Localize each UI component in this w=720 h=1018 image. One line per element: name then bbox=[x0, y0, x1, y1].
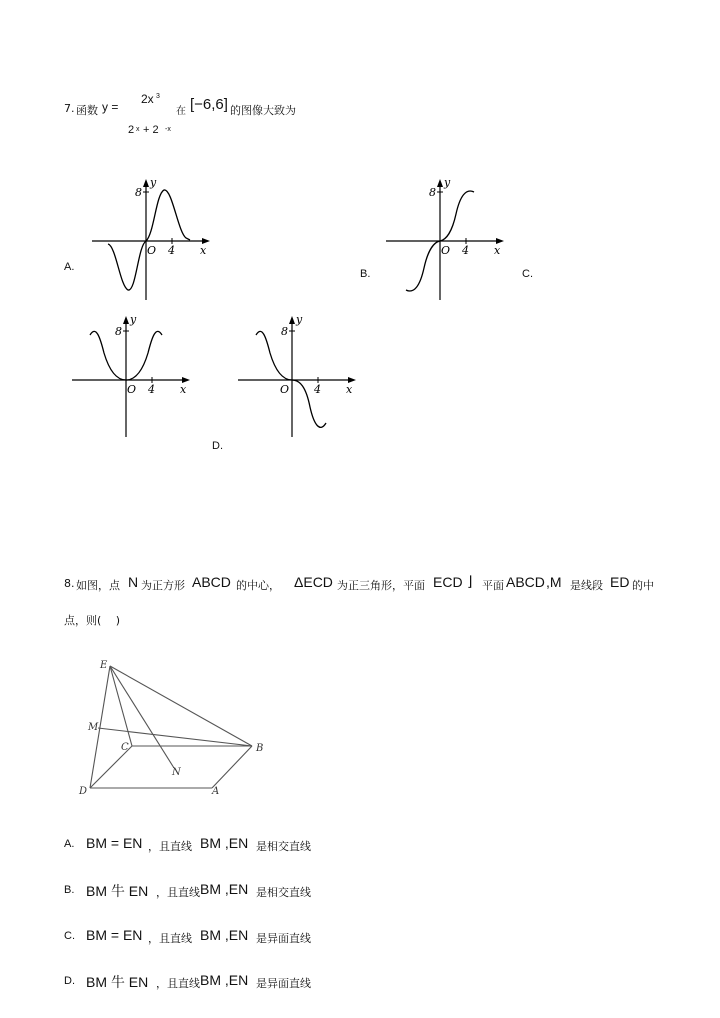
y-label: y bbox=[296, 313, 303, 326]
label-4: 4 bbox=[314, 383, 321, 396]
q8-option-c-label: C. bbox=[64, 930, 75, 942]
q8-figure bbox=[76, 658, 276, 798]
origin-label: O bbox=[147, 244, 157, 257]
q7-in-word: 在 bbox=[176, 106, 186, 117]
q8-m: ,M bbox=[546, 574, 562, 590]
label-8: 8 bbox=[115, 325, 122, 338]
label-e: E bbox=[100, 660, 108, 671]
x-label: x bbox=[346, 383, 353, 396]
q8-text-b: 为正方形 bbox=[141, 579, 185, 592]
q8-perp: ⌋ bbox=[467, 573, 473, 589]
q8-option-a-lines: BM ,EN bbox=[200, 835, 249, 851]
option-a-label: A. bbox=[64, 261, 75, 273]
label-c: C bbox=[121, 742, 129, 753]
q8-option-b-label: B. bbox=[64, 884, 75, 896]
q8-option-b-lines: BM ,EN bbox=[200, 881, 249, 897]
x-label: x bbox=[180, 383, 187, 396]
option-c-label: C. bbox=[522, 268, 533, 280]
y-arrow-icon bbox=[123, 316, 129, 324]
q7-number: 7. bbox=[64, 102, 75, 115]
x-label: x bbox=[494, 244, 501, 257]
q7-denom-a: 2 bbox=[128, 124, 135, 136]
q8-option-d-comma: ，且直线 bbox=[156, 977, 200, 990]
curve-a bbox=[108, 190, 190, 290]
edge-eb bbox=[110, 666, 252, 746]
q8-text-d: 为正三角形，平面 bbox=[337, 579, 425, 592]
q7-denom-a-exp: x bbox=[136, 126, 140, 133]
q8-text-h: 的中 bbox=[632, 579, 654, 592]
q8-point-n: N bbox=[128, 574, 139, 590]
q7-y-eq: y = bbox=[102, 100, 119, 114]
q8-text-g: 是线段 bbox=[570, 579, 603, 592]
y-label: y bbox=[130, 313, 137, 326]
x-label: x bbox=[200, 244, 207, 257]
origin-label: O bbox=[441, 244, 451, 257]
q8-option-d-lines: BM ,EN bbox=[200, 972, 249, 988]
q8-option-b-expr: BM 牛 EN bbox=[86, 883, 149, 899]
option-b-label: B. bbox=[360, 268, 371, 280]
label-b: B bbox=[256, 743, 264, 754]
graph-a bbox=[90, 176, 220, 302]
graph-b bbox=[384, 176, 514, 302]
y-label: y bbox=[150, 176, 157, 189]
q7-denom-plus: + 2 bbox=[143, 124, 159, 136]
label-d: D bbox=[79, 786, 88, 797]
label-m: M bbox=[88, 722, 99, 733]
edge-ec bbox=[110, 666, 132, 746]
origin-label: O bbox=[280, 383, 290, 396]
label-n: N bbox=[172, 767, 181, 778]
q8-abcd-2: ABCD bbox=[506, 574, 545, 590]
curve-d bbox=[256, 331, 326, 427]
q8-option-c-tail: 是异面直线 bbox=[256, 932, 311, 945]
q8-option-c-expr: BM = EN bbox=[86, 927, 143, 943]
q8-option-a-label: A. bbox=[64, 838, 75, 850]
label-8: 8 bbox=[281, 325, 288, 338]
q8-text-a: 如图，点 bbox=[76, 579, 120, 592]
q7-numerator-exp: 3 bbox=[156, 93, 160, 100]
segment-en bbox=[110, 666, 174, 768]
label-4: 4 bbox=[462, 244, 469, 257]
q8-option-b-comma: ，且直线 bbox=[156, 886, 200, 899]
edge-ab bbox=[212, 746, 252, 788]
q8-option-a-comma: ，且直线 bbox=[148, 840, 192, 853]
q8-abcd: ABCD bbox=[192, 574, 231, 590]
q8-option-b-tail: 是相交直线 bbox=[256, 886, 311, 899]
graph-d bbox=[236, 313, 366, 439]
q7-numerator: 2x bbox=[141, 92, 154, 106]
q7-prefix: 函数 bbox=[76, 104, 98, 117]
graph-c bbox=[70, 313, 200, 439]
label-4: 4 bbox=[148, 383, 155, 396]
q7-interval: [−6,6] bbox=[190, 96, 228, 113]
q8-ecd: ECD bbox=[433, 574, 463, 590]
q8-option-d-expr: BM 牛 EN bbox=[86, 974, 149, 990]
q8-text-c: 的中心， bbox=[236, 579, 280, 592]
label-a: A bbox=[212, 786, 220, 797]
y-arrow-icon bbox=[289, 316, 295, 324]
y-label: y bbox=[444, 176, 451, 189]
label-4: 4 bbox=[168, 244, 175, 257]
q8-option-c-lines: BM ,EN bbox=[200, 927, 249, 943]
label-8: 8 bbox=[429, 186, 436, 199]
q8-option-d-label: D. bbox=[64, 975, 75, 987]
label-8: 8 bbox=[135, 186, 142, 199]
option-d-label: D. bbox=[212, 440, 223, 452]
y-arrow-icon bbox=[437, 179, 443, 187]
q8-option-c-comma: ，且直线 bbox=[148, 932, 192, 945]
q8-ed: ED bbox=[610, 574, 630, 590]
q8-option-a-expr: BM = EN bbox=[86, 835, 143, 851]
q8-option-a-tail: 是相交直线 bbox=[256, 840, 311, 853]
q7-suffix: 的图像大致为 bbox=[230, 104, 296, 117]
q8-number: 8. bbox=[64, 577, 75, 590]
origin-label: O bbox=[127, 383, 137, 396]
q8-option-d-tail: 是异面直线 bbox=[256, 977, 311, 990]
q8-line2: 点，则( ) bbox=[64, 614, 121, 627]
q8-triangle: ΔECD bbox=[294, 574, 333, 590]
q7-denom-b-exp: -x bbox=[165, 126, 171, 133]
y-arrow-icon bbox=[143, 179, 149, 187]
q8-text-e: 平面 bbox=[482, 579, 504, 592]
